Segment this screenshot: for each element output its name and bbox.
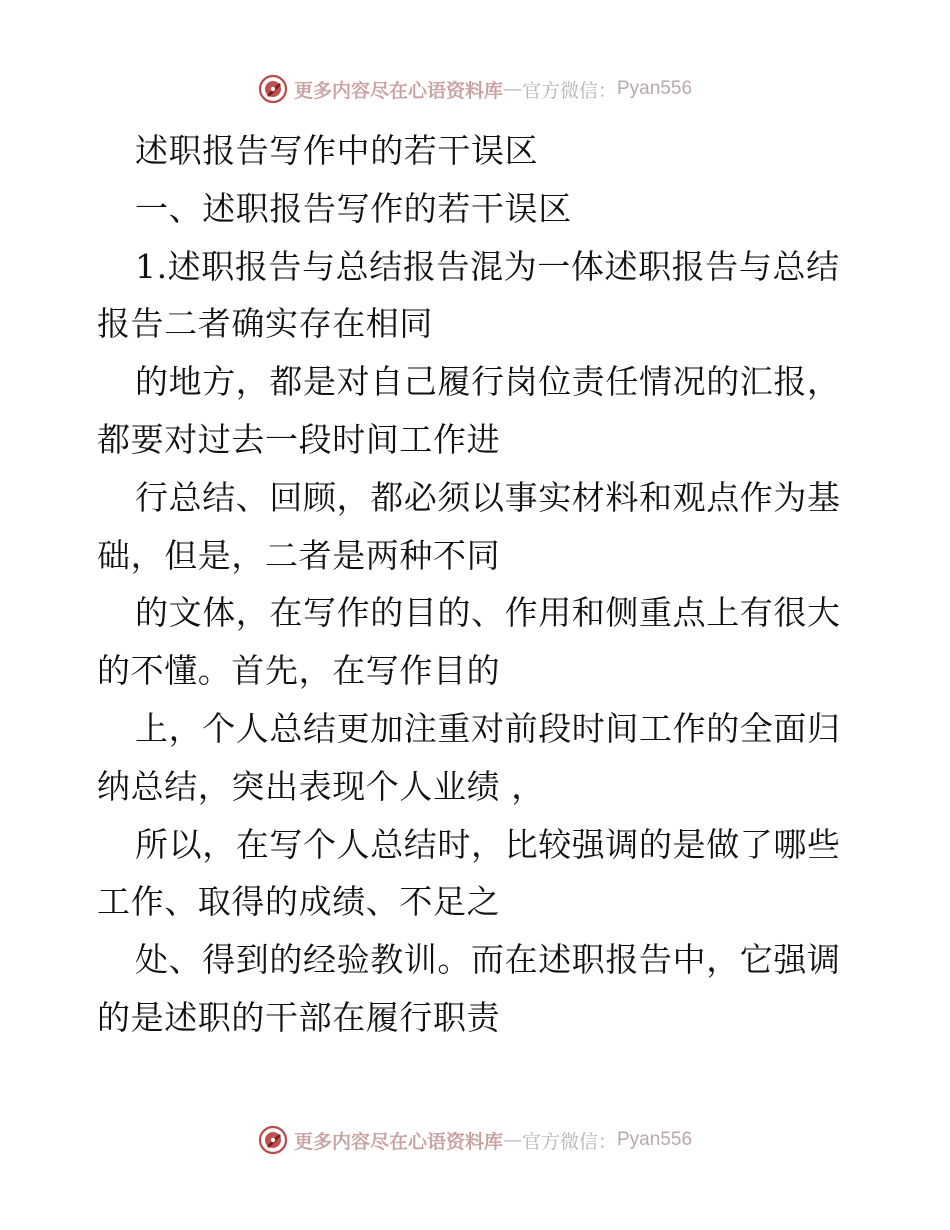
text-line: 处、得到的经验教训。而在述职报告中，它强调 [135, 940, 841, 980]
text-line: 工作、取得的成绩、不足之 [97, 882, 501, 922]
text-line: 的文体，在写作的目的、作用和侧重点上有很大 [135, 593, 841, 633]
text-line: 1.述职报告与总结报告混为一体述职报告与总结 [135, 246, 840, 286]
text-line: 础，但是，二者是两种不同 [97, 535, 501, 575]
text-line: 行总结、回顾，都必须以事实材料和观点作为基 [135, 477, 841, 517]
text-line: 的是述职的干部在履行职责 [97, 997, 501, 1037]
text-line: 报告二者确实存在相同 [97, 304, 433, 344]
watermark-title: 更多内容尽在心语资料库 [293, 79, 503, 102]
text-line: 都要对过去一段时间工作进 [97, 419, 501, 459]
footer-watermark [0, 1122, 950, 1158]
header-watermark [0, 71, 950, 107]
watermark-dash: — [502, 78, 522, 100]
text-line: 述职报告写作中的若干误区 [135, 131, 539, 170]
text-line: 的地方，都是对自己履行岗位责任情况的汇报， [135, 362, 841, 402]
pen-logo-icon [258, 74, 288, 104]
watermark-wechat-label: 官方微信： [521, 1130, 617, 1153]
text-line: 所以，在写个人总结时，比较强调的是做了哪些 [135, 824, 841, 864]
text-line: 纳总结，突出表现个人业绩 ， [97, 766, 545, 806]
document-body [97, 122, 857, 1047]
watermark-title: 更多内容尽在心语资料库 [293, 1130, 503, 1153]
watermark-wechat-id: Pyan556 [617, 1129, 693, 1150]
pen-logo-icon [258, 1125, 288, 1155]
watermark-wechat-id: Pyan556 [617, 78, 693, 99]
text-line: 一、述职报告写作的若干误区 [135, 188, 572, 228]
watermark-dash: — [502, 1129, 522, 1151]
text-line: 上，个人总结更加注重对前段时间工作的全面归 [135, 708, 841, 748]
text-line: 的不懂。首先，在写作目的 [97, 651, 501, 691]
watermark-wechat-label: 官方微信： [521, 79, 617, 102]
